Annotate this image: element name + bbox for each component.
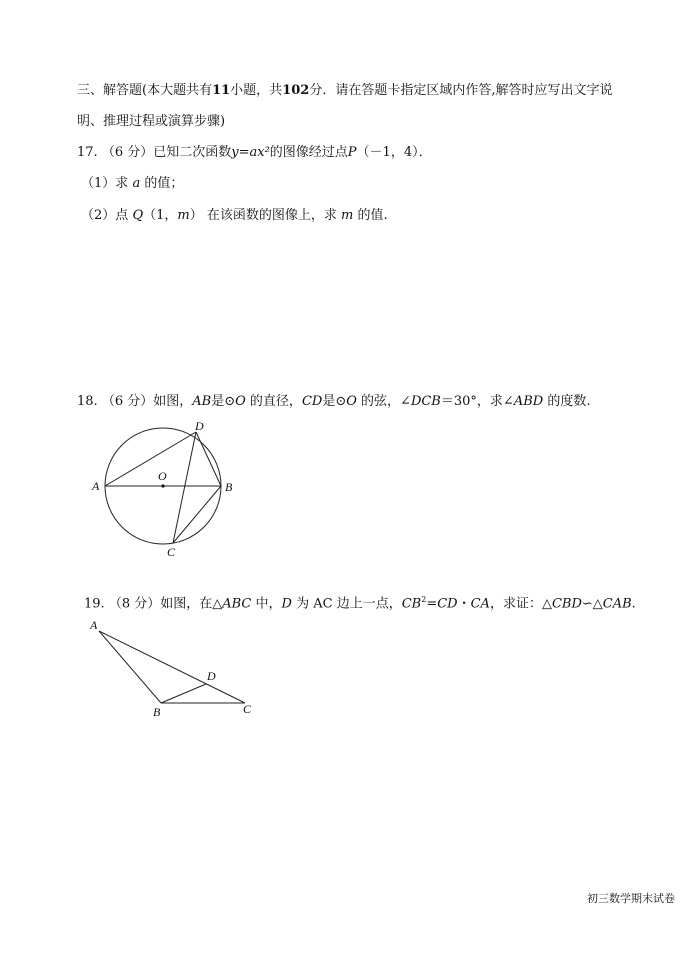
q17-part1 [81, 175, 183, 193]
q19-side-ab [99, 631, 161, 703]
section-heading-line2 [77, 113, 225, 131]
q17-text: 点 [115, 208, 129, 223]
q17-stem [77, 144, 432, 162]
q18-text: ＝30°，求∠ [440, 394, 514, 409]
q18-text: 是⊙ [322, 394, 347, 409]
question-number: 18. [77, 394, 98, 409]
q19-exponent: 2 [421, 595, 427, 604]
q17-coords-q: ） [189, 208, 203, 223]
q17-part2 [81, 207, 388, 225]
q18-text: 是⊙ [211, 394, 236, 409]
q18-label-a: A [92, 479, 100, 493]
part-index: （2） [81, 208, 116, 223]
q18-segment-ab: AB [192, 394, 212, 409]
q17-coords-q: （1， [143, 208, 178, 223]
q18-text: 的直径， [249, 394, 302, 409]
question-score: （6 分） [101, 394, 154, 409]
q18-segment-cd: CD [301, 394, 323, 409]
q19-label-b: B [153, 705, 161, 719]
q19-label-a: A [90, 618, 98, 632]
q17-text: 的值. [357, 208, 388, 223]
total-points: 102 [282, 83, 310, 98]
q19-triangle-abc: ABC [222, 596, 252, 612]
question-number: 17. [77, 145, 98, 160]
q17-coords-p: （－1，4）． [356, 145, 432, 160]
q19-point-d: D [281, 596, 292, 612]
q18-circle-o: O [346, 394, 357, 409]
q19-similar: ∽△ [581, 596, 603, 612]
q17-text: 求 [115, 176, 129, 191]
q18-label-b: B [225, 480, 233, 494]
q19-segment-ca: CA [470, 596, 490, 612]
q19-text: ，求证：△ [489, 596, 552, 612]
q19-stem [84, 591, 636, 613]
q17-text: 已知二次函数 [153, 145, 232, 160]
q17-var-m: m [177, 208, 190, 223]
q19-segment-cd: CD [437, 596, 458, 612]
heading-text: 小题，共 [230, 83, 283, 98]
q18-center-dot [161, 484, 164, 487]
q19-text: 如图，在△ [160, 596, 223, 612]
heading-text: 分．请在答题卡指定区域内作答,解答时应写出文字说 [309, 83, 613, 98]
q19-segment-cb: CB [401, 596, 422, 612]
q17-var-a: a [132, 176, 141, 191]
heading-text: 明、推理过程或演算步骤) [77, 114, 226, 129]
q17-point-p: P [347, 145, 357, 160]
question-number: 19. [84, 596, 105, 612]
q18-label-o: O [158, 469, 167, 483]
question-score: （6 分） [101, 145, 154, 160]
q17-point-q: Q [132, 208, 144, 223]
q18-angle-abd: ABD [513, 394, 544, 409]
q19-label-d: D [207, 669, 216, 683]
q19-segment-bd [161, 684, 206, 703]
q19-text: 为 AC 边上一点， [296, 596, 402, 612]
q17-text: 的值； [144, 176, 184, 191]
q19-text: 中， [255, 596, 282, 612]
q18-stem [77, 393, 590, 411]
q19-triangle-cbd: CBD [551, 596, 582, 612]
q17-text: 在该函数的图像上，求 [206, 208, 337, 223]
page-footer: 初三数学期末试卷 [587, 892, 675, 905]
q19-text: . [631, 596, 636, 612]
q18-circle [105, 428, 221, 544]
section-heading [77, 82, 612, 100]
q17-text: 的图像经过点 [269, 145, 348, 160]
q18-chord-cd [173, 432, 196, 543]
q18-chord-ad [105, 432, 196, 486]
q17-var-m: m [341, 208, 354, 223]
q18-text: 如图， [153, 394, 193, 409]
part-index: （1） [81, 176, 116, 191]
q19-equals: = [426, 596, 438, 612]
q18-label-c: C [167, 545, 176, 559]
heading-text: 三、解答题(本大题共有 [77, 83, 213, 98]
q18-text: 的弦，∠ [361, 394, 411, 409]
question-count: 11 [212, 83, 231, 98]
question-score: （8 分） [108, 596, 161, 612]
q18-angle-dcb: DCB [410, 394, 441, 409]
q18-chord-cb [173, 486, 221, 543]
q19-multiply: ・ [457, 596, 471, 612]
q18-chord-db [196, 432, 221, 486]
q17-function: y=ax² [231, 145, 270, 160]
q18-label-d: D [195, 419, 204, 433]
q19-label-c: C [243, 702, 252, 716]
q19-side-ac [99, 631, 245, 703]
q19-triangle-cab: CAB [602, 596, 632, 612]
q18-text: 的度数. [547, 394, 591, 409]
q18-circle-o: O [235, 394, 246, 409]
